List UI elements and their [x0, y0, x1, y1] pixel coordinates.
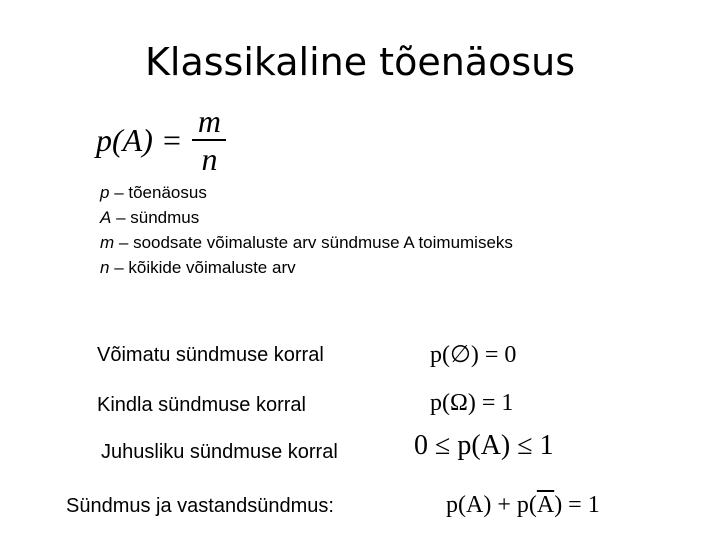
fraction-numerator: m: [197, 103, 221, 139]
case-certain-label: Kindla sündmuse korral: [97, 394, 306, 416]
definitions-list: [100, 180, 513, 280]
case-impossible-formula: p(∅) = 0: [430, 342, 517, 368]
case-complement-formula: $p(A) + p(\overline{A}) = 1$: [446, 492, 600, 518]
fraction: [192, 105, 226, 175]
case-random-label: Juhusliku sündmuse korral: [101, 441, 338, 463]
definition-A: A – sündmus: [100, 208, 200, 227]
case-complement-label: Sündmus ja vastandsündmus:: [66, 495, 334, 517]
case-certain-formula: p(Ω) = 1: [430, 390, 514, 416]
definition-n: n – kõikide võimaluste arv: [100, 258, 296, 277]
fraction-denominator: n: [201, 141, 218, 177]
definition-p: p – tõenäosus: [100, 183, 207, 202]
definition-m: m – soodsate võimaluste arv sündmuse A toimumiseks: [100, 233, 513, 252]
case-random-formula: 0 ≤ p(A) ≤ 1: [414, 430, 554, 461]
slide-title: Klassikaline tõenäosus: [144, 40, 576, 84]
probability-formula: [96, 104, 226, 176]
case-impossible-label: Võimatu sündmuse korral: [97, 344, 324, 366]
formula-lhs: p(A) =: [96, 121, 183, 158]
